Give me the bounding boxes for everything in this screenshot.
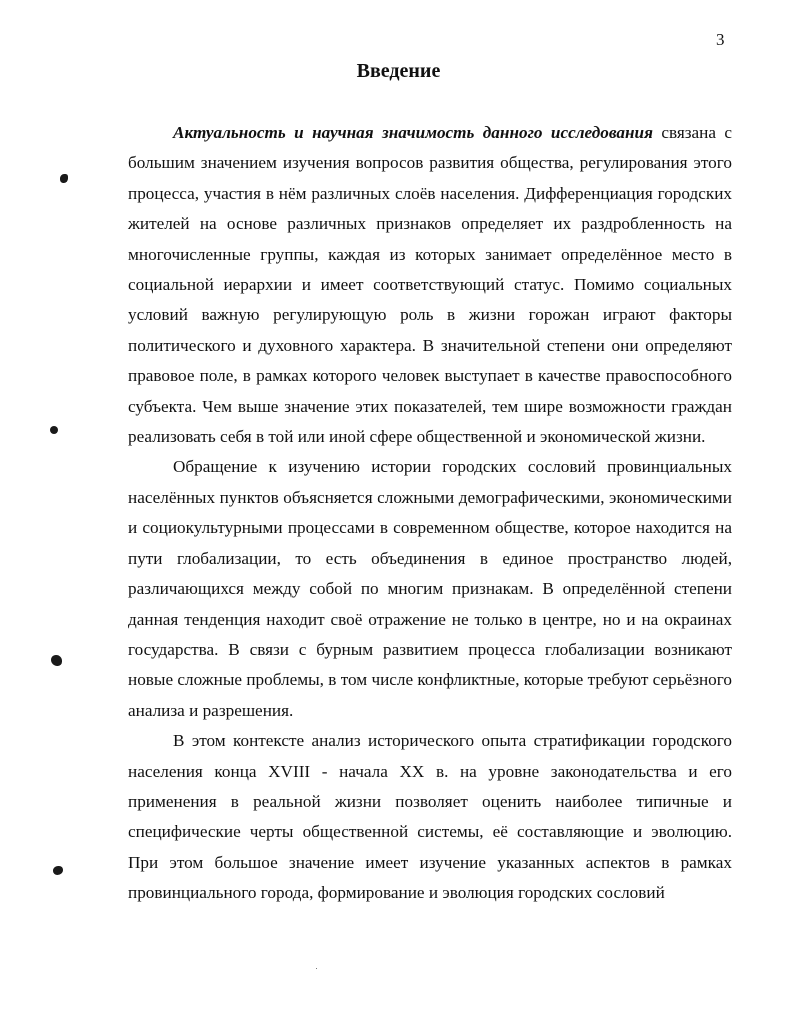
page-number: 3	[716, 30, 725, 49]
paragraph-context	[128, 726, 732, 908]
scan-speck	[51, 655, 62, 666]
paragraph-text: Обращение к изучению истории городских сословий провинциальных населённых пунктов объясняется сложными демографическими, экономическими и социокультурными процессами в современном обществе, которое находится на пути глобализации, то есть объединения в единое пространство людей, различающихся между собой по многим признакам. В определённой степени данная тенденция находит своё отражение не только в центре, но и на окраинах государства. В связи с бурным развитием процесса глобализации возникают новые сложные проблемы, в том числе конфликтные, которые требуют серьёзного анализа и разрешения.	[128, 457, 732, 720]
page-title: Введение	[356, 60, 441, 82]
paragraph-relevance	[128, 118, 732, 452]
paragraph-estates	[128, 452, 732, 726]
scan-speck	[316, 968, 317, 969]
paragraph-text: В этом контексте анализ исторического опыта стратификации городского населения конца XVIII - начала XX в. на уровне законодательства и его применения в реальной жизни позволяет оценить наиболее типичные и специфические черты общественной системы, её составляющие и эволюцию. При этом большое значение имеет изучение указанных аспектов в рамках провинциального города, формирование и эволюция городских сословий	[128, 731, 732, 903]
scan-speck	[50, 426, 58, 434]
scan-speck	[60, 174, 68, 183]
scan-speck	[53, 866, 63, 875]
paragraph-text: связана с большим значением изучения вопросов развития общества, регулирования этого процесса, участия в нём различных слоёв населения. Дифференциация городских жителей на основе различных признаков определяет их раздробленность на многочисленные группы, каждая из которых занимает определённое место в социальной иерархии и имеет соответствующий статус. Помимо социальных условий важную регулирующую роль в жизни горожан играют факторы политического и духовного характера. В значительной степени они определяют правовое поле, в рамках которого человек выступает в качестве правоспособного субъекта. Чем выше значение этих показателей, тем шире возможности граждан реализовать себя в той или иной сфере общественной и экономической жизни.	[128, 123, 733, 447]
paragraph-lead: Актуальность и научная значимость данного исследования	[173, 123, 653, 142]
body-text	[128, 118, 732, 909]
